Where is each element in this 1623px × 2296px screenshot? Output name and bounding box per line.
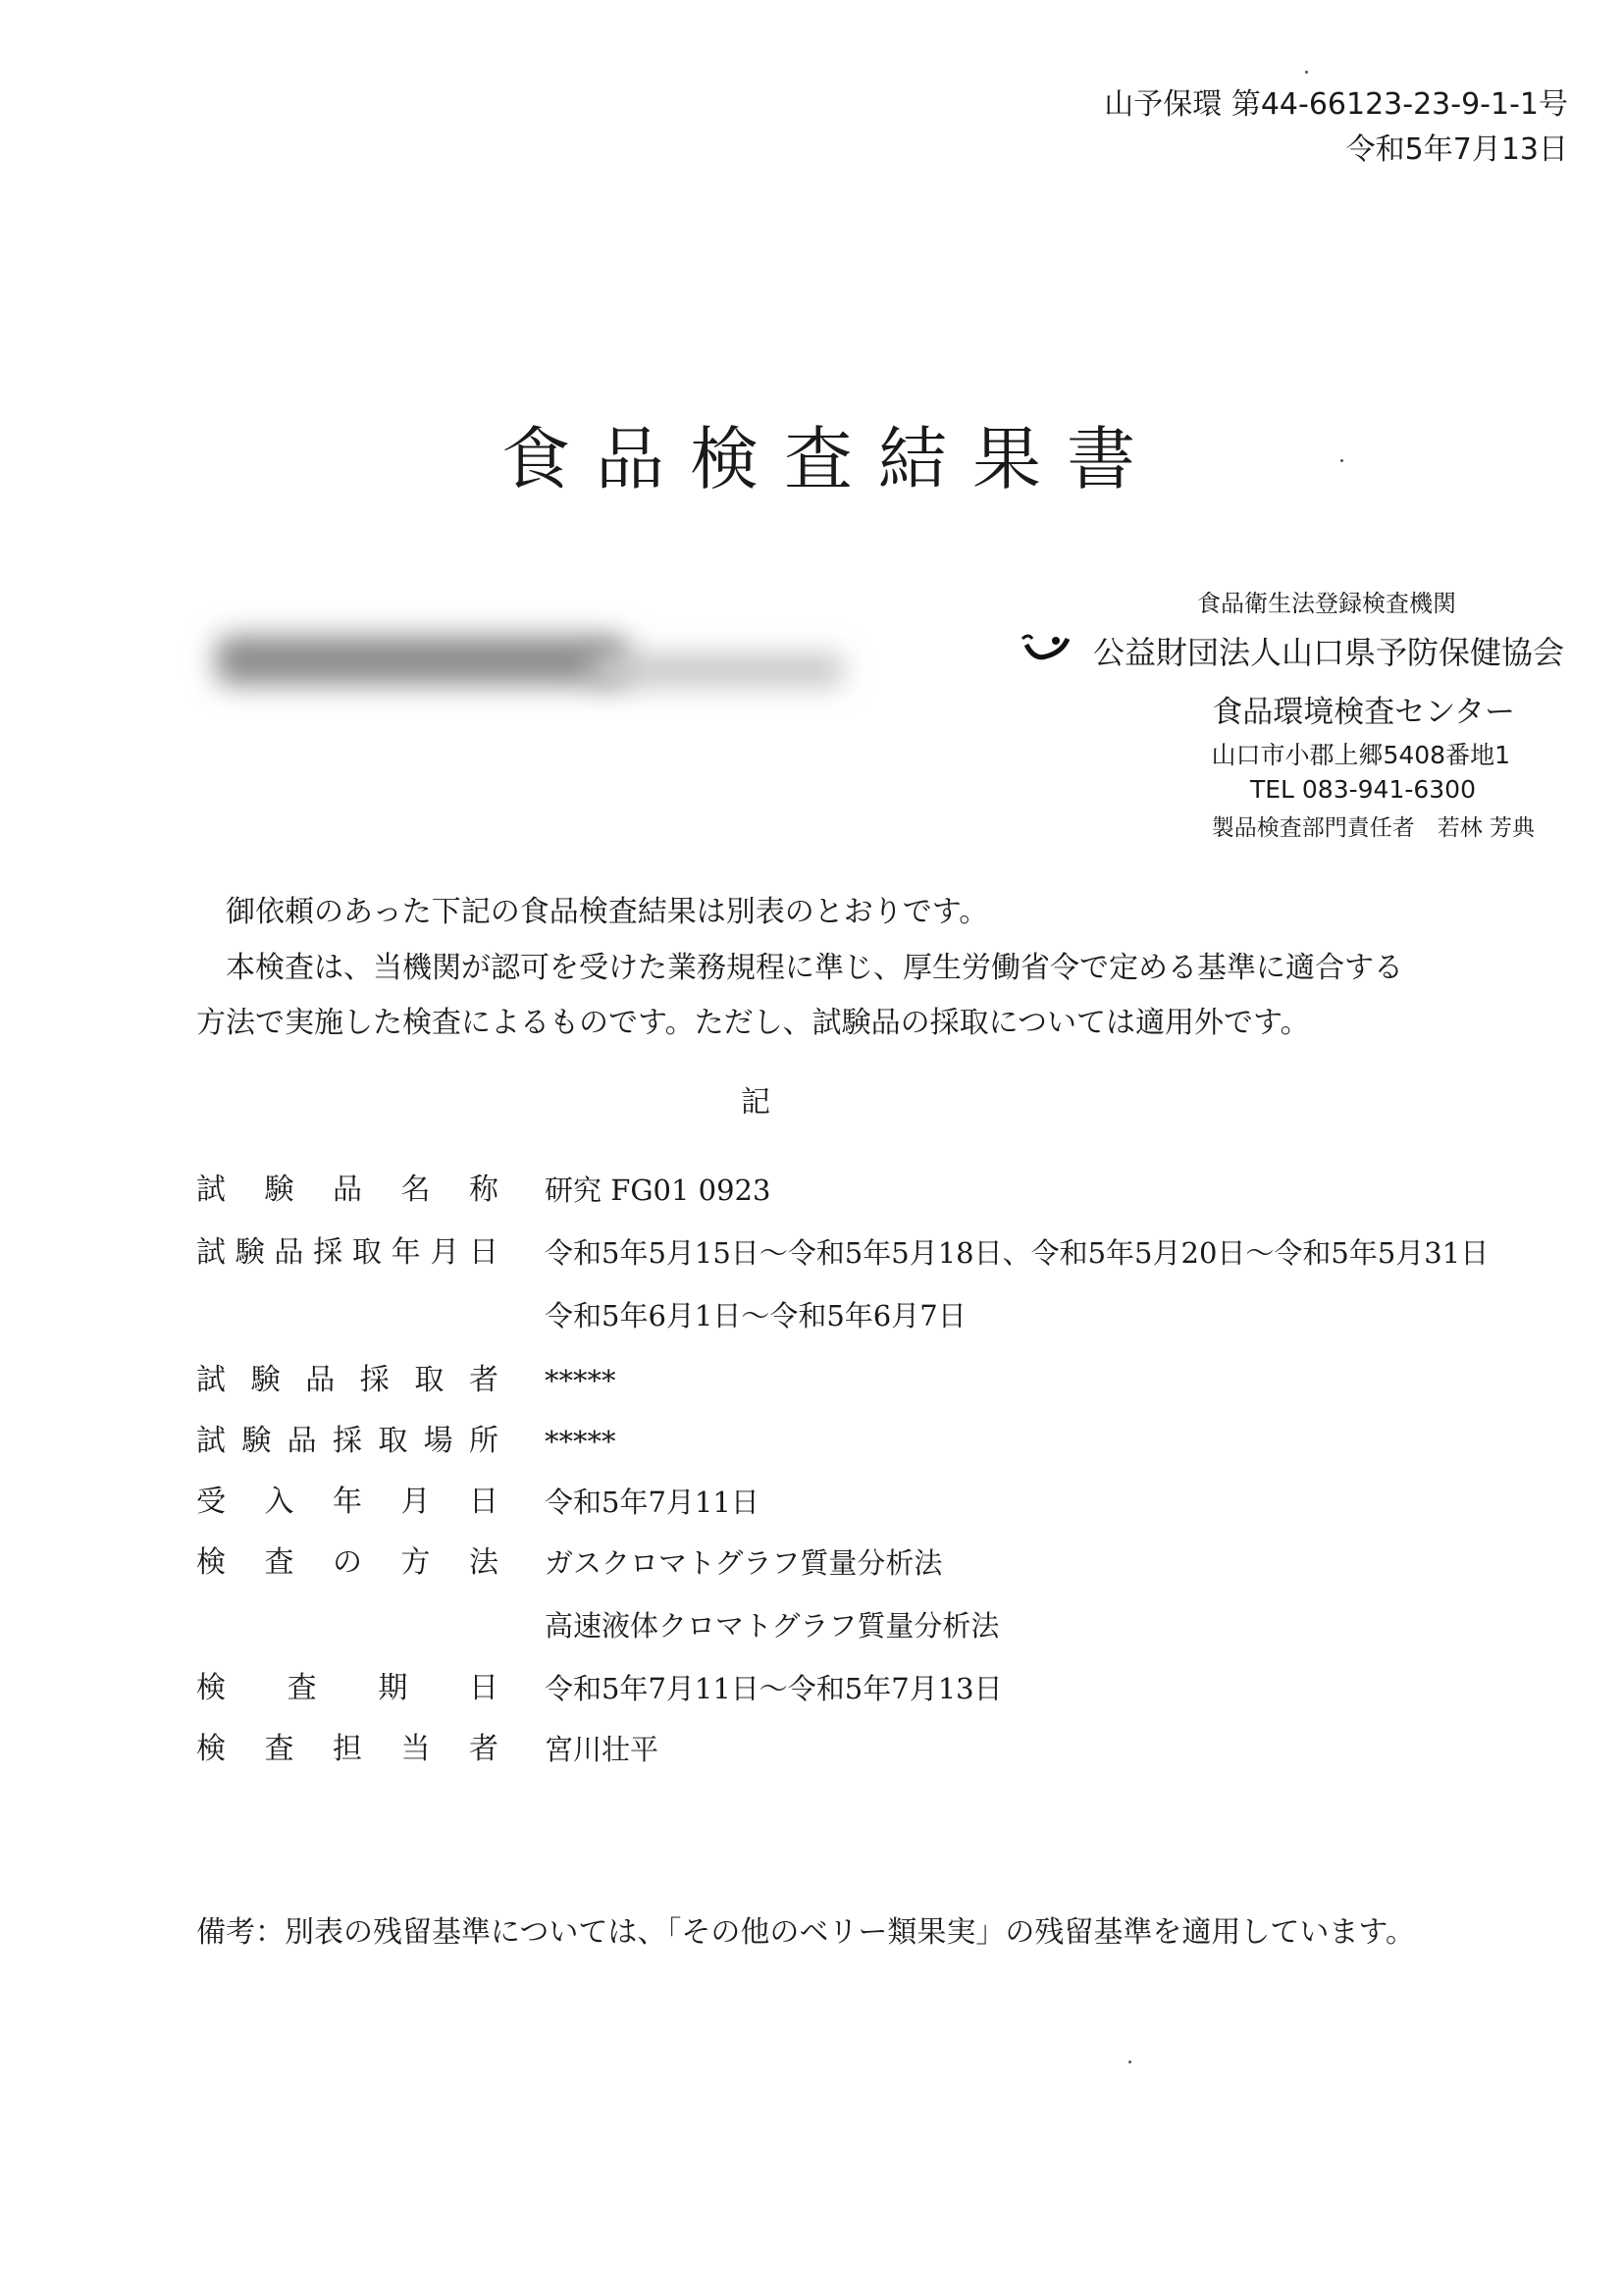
intro-line-2: 本検査は、当機関が認可を受けた業務規程に準じ、厚生労働省令で定める基準に適合する xyxy=(226,951,1403,985)
detail-label: 受入年月日 xyxy=(196,1485,498,1519)
detail-label: 検査の方法 xyxy=(196,1545,498,1580)
responsible-person: 製品検査部門責任者 若林 芳典 xyxy=(1211,815,1535,841)
detail-label: 検査期日 xyxy=(196,1671,498,1705)
scan-speck xyxy=(1305,71,1308,74)
detail-label: 試験品採取者 xyxy=(196,1363,498,1397)
organization-name: 公益財団法人山口県予防保健協会 xyxy=(1092,634,1564,671)
scan-speck xyxy=(1128,2061,1131,2063)
scan-speck xyxy=(1340,459,1343,462)
doc-date: 令和5年7月13日 xyxy=(1345,132,1568,167)
intro-line-1: 御依頼のあった下記の食品検査結果は別表のとおりです。 xyxy=(226,895,989,929)
doc-number: 山予保環 第44-66123-23-9-1-1号 xyxy=(1104,87,1568,122)
recipient-redacted xyxy=(196,626,864,704)
center-name: 食品環境検査センター xyxy=(1212,695,1515,730)
issuer-address: 山口市小郡上郷5408番地1 xyxy=(1211,741,1510,769)
intro-line-3: 方法で実施した検査によるものです。ただし、試験品の採取については適用外です。 xyxy=(196,1006,1310,1040)
issuer-tel: TEL 083-941-6300 xyxy=(1249,775,1476,804)
detail-value: 宮川壮平 xyxy=(545,1733,659,1766)
detail-label: 試験品名称 xyxy=(196,1173,498,1207)
detail-value: ***** xyxy=(545,1425,616,1458)
remark: 備考：別表の残留基準については、「その他のベリー類果実」の残留基準を適用しています。 xyxy=(196,1915,1415,1950)
detail-value: 令和5年7月11日 xyxy=(545,1486,759,1519)
detail-label: 試験品採取場所 xyxy=(196,1424,498,1458)
detail-label: 試験品採取年月日 xyxy=(196,1235,498,1270)
detail-value: ***** xyxy=(545,1364,616,1397)
registration-label: 食品衛生法登録検査機関 xyxy=(1197,590,1456,617)
detail-value: 高速液体クロマトグラフ質量分析法 xyxy=(545,1609,1000,1643)
detail-value: 令和5年5月15日～令和5年5月18日、令和5年5月20日～令和5年5月31日 xyxy=(545,1236,1490,1270)
detail-value: 令和5年6月1日～令和5年6月7日 xyxy=(545,1299,967,1332)
detail-value: 令和5年7月11日～令和5年7月13日 xyxy=(545,1672,1003,1705)
detail-value: ガスクロマトグラフ質量分析法 xyxy=(545,1546,943,1580)
organization-logo-icon xyxy=(1019,631,1073,664)
detail-value: 研究 FG01 0923 xyxy=(545,1174,771,1207)
page-title: 食品検査結果書 xyxy=(501,419,1161,499)
ki-heading: 記 xyxy=(741,1085,770,1120)
detail-label: 検査担当者 xyxy=(196,1732,498,1766)
